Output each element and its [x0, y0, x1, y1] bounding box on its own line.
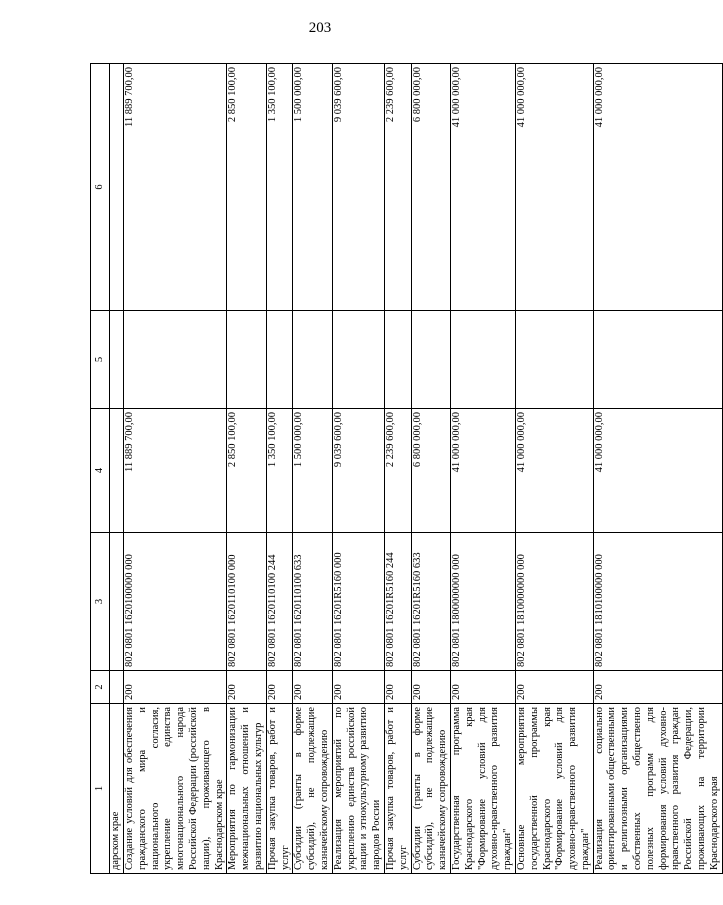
- row-col5: [515, 311, 593, 409]
- row-name: Основные мероприятия государственной программы Краснодарского края "Формирование условий для духовно-нравственного развития граждан": [515, 704, 593, 874]
- row-kbk: 802 0801 1620100000 000: [124, 533, 227, 671]
- row-col6: 1 500 000,00: [293, 64, 332, 311]
- empty-cell: [110, 533, 124, 671]
- table-row: [515, 64, 593, 874]
- row-col5: [384, 311, 411, 409]
- row-col6: 9 039 600,00: [332, 64, 384, 311]
- header-col-4: 4: [91, 409, 110, 533]
- row-name: Субсидии (гранты в форме субсидий), не подлежащие казначейскому сопровождению: [411, 704, 450, 874]
- row-kbk: 802 0801 1620110100 244: [266, 533, 293, 671]
- row-name: Прочая закупка товаров, работ и услуг: [384, 704, 411, 874]
- row-code: 200: [227, 671, 266, 704]
- table-row: [124, 64, 227, 874]
- row-col6: 41 000 000,00: [593, 64, 722, 311]
- continuation-row: [110, 64, 124, 874]
- header-row: [91, 64, 110, 874]
- row-kbk: 802 0801 16201R5160 633: [411, 533, 450, 671]
- row-col5: [411, 311, 450, 409]
- row-col5: [293, 311, 332, 409]
- row-col4: 41 000 000,00: [593, 409, 722, 533]
- row-col4: 6 800 000,00: [411, 409, 450, 533]
- row-col6: 2 850 100,00: [227, 64, 266, 311]
- row-kbk: 802 0801 1810100000 000: [593, 533, 722, 671]
- row-code: 200: [593, 671, 722, 704]
- header-col-6: 6: [91, 64, 110, 311]
- empty-cell: [110, 311, 124, 409]
- row-kbk: 802 0801 16201R5160 244: [384, 533, 411, 671]
- row-col6: 41 000 000,00: [515, 64, 593, 311]
- row-name: Создание условий для обеспечения гражданского мира и национального согласия, укрепление единства многонационального народа Российской Федерации (российской нации), проживающего в Краснодарском крае: [124, 704, 227, 874]
- row-code: 200: [332, 671, 384, 704]
- row-col5: [266, 311, 293, 409]
- row-name: Государственная программа Краснодарского края "Формирование условий для духовно-нравственного развития граждан": [450, 704, 515, 874]
- empty-cell: [110, 409, 124, 533]
- row-kbk: 802 0801 1620110100 000: [227, 533, 266, 671]
- row-col4: 2 239 600,00: [384, 409, 411, 533]
- row-col4: 41 000 000,00: [450, 409, 515, 533]
- table-row: [266, 64, 293, 874]
- table-row: [450, 64, 515, 874]
- row-col5: [332, 311, 384, 409]
- row-col4: 41 000 000,00: [515, 409, 593, 533]
- row-name: Реализация социально ориентированными общественными и религиозными организациями собственных общественно полезных программ для формирования условий духовно-нравственного развития граждан Российской Федерации, проживающих на территории Краснодарского края: [593, 704, 722, 874]
- row-col6: 41 000 000,00: [450, 64, 515, 311]
- row-col4: 9 039 600,00: [332, 409, 384, 533]
- row-name: Мероприятия по гармонизации межнациональных отношений и развитию национальных культур: [227, 704, 266, 874]
- row-code: 200: [384, 671, 411, 704]
- row-kbk: 802 0801 1620110100 633: [293, 533, 332, 671]
- row-col6: 6 800 000,00: [411, 64, 450, 311]
- row-col5: [124, 311, 227, 409]
- header-col-5: 5: [91, 311, 110, 409]
- row-code: 200: [293, 671, 332, 704]
- row-col6: 11 889 700,00: [124, 64, 227, 311]
- table-row: [293, 64, 332, 874]
- row-col5: [450, 311, 515, 409]
- row-col4: 1 350 100,00: [266, 409, 293, 533]
- table-row: [593, 64, 722, 874]
- row-code: 200: [515, 671, 593, 704]
- row-code: 200: [450, 671, 515, 704]
- row-kbk: 802 0801 16201R5160 000: [332, 533, 384, 671]
- row-name: Прочая закупка товаров, работ и услуг: [266, 704, 293, 874]
- table-row: [384, 64, 411, 874]
- rotated-table-container: [90, 64, 720, 874]
- header-col-3: 3: [91, 533, 110, 671]
- empty-cell: [110, 671, 124, 704]
- table-row: [332, 64, 384, 874]
- row-code: 200: [124, 671, 227, 704]
- row-col4: 2 850 100,00: [227, 409, 266, 533]
- row-kbk: 802 0801 1800000000 000: [450, 533, 515, 671]
- row-col5: [227, 311, 266, 409]
- page-number: 203: [308, 20, 332, 36]
- row-col6: 1 350 100,00: [266, 64, 293, 311]
- empty-cell: [110, 64, 124, 311]
- table-row: [411, 64, 450, 874]
- row-col6: 2 239 600,00: [384, 64, 411, 311]
- row-kbk: 802 0801 1810000000 000: [515, 533, 593, 671]
- row-code: 200: [411, 671, 450, 704]
- row-code: 200: [266, 671, 293, 704]
- row-col4: 1 500 000,00: [293, 409, 332, 533]
- row-col4: 11 889 700,00: [124, 409, 227, 533]
- table-row: [227, 64, 266, 874]
- header-col-2: 2: [91, 671, 110, 704]
- budget-table: [90, 63, 723, 874]
- continuation-text: дарском крае: [110, 704, 124, 874]
- header-col-1: 1: [91, 704, 110, 874]
- row-name: Субсидии (гранты в форме субсидий), не подлежащие казначейскому сопровождению: [293, 704, 332, 874]
- row-name: Реализация мероприятий по укреплению единства российской нации и этнокультурному развитию народов России: [332, 704, 384, 874]
- row-col5: [593, 311, 722, 409]
